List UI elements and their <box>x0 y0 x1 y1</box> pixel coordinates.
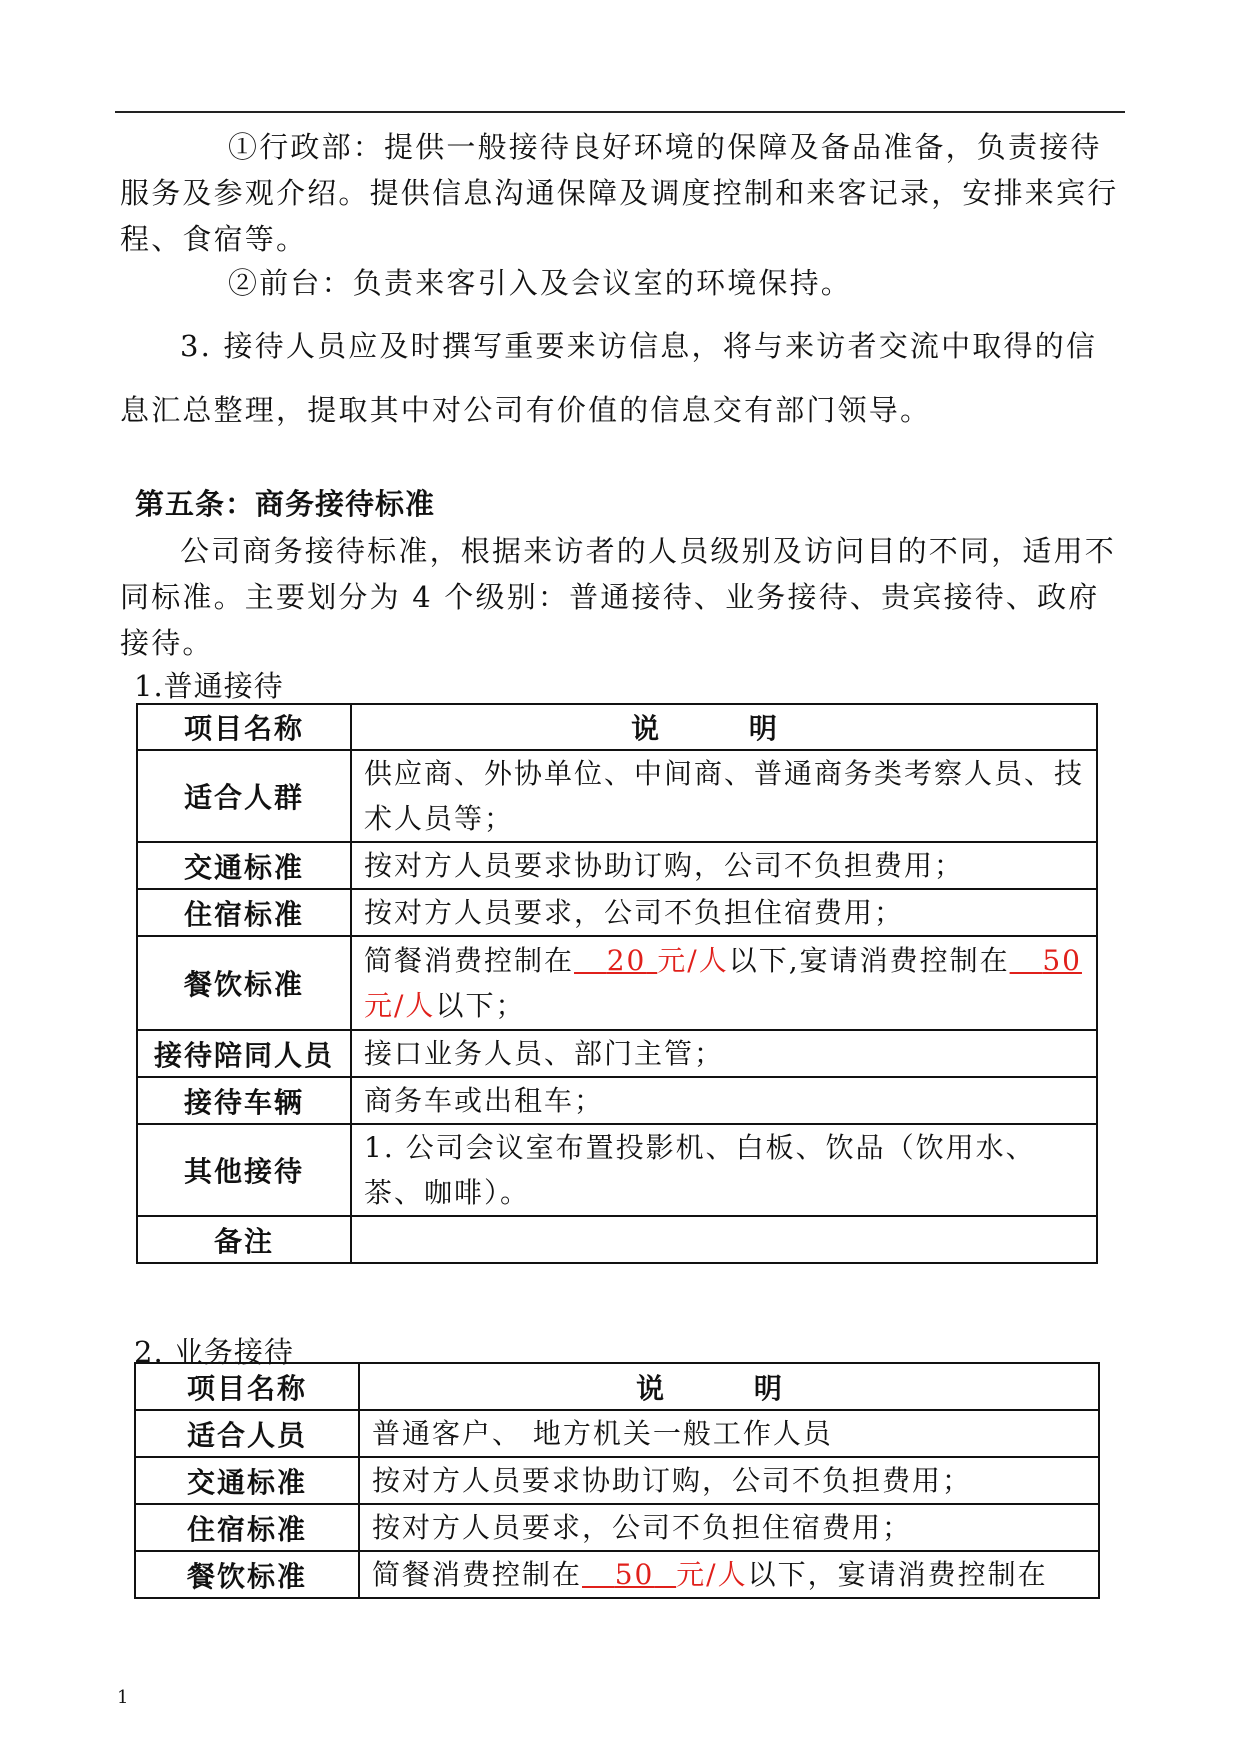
row-value: 按对方人员要求，公司不负担住宿费用； <box>359 1504 1099 1551</box>
row-value: 按对方人员要求协助订购，公司不负担费用； <box>359 1457 1099 1504</box>
meal-unit-banquet: 元/人 <box>364 989 436 1022</box>
table-row <box>137 842 1097 889</box>
section-heading: 第五条：商务接待标准 <box>135 487 436 521</box>
meal-text-pre: 简餐消费控制在 <box>364 944 575 977</box>
meal-text-post: 以下； <box>435 989 526 1022</box>
row-value: 1. 公司会议室布置投影机、白板、饮品（饮用水、茶、咖啡）。 <box>351 1124 1097 1216</box>
meal-unit-simple: 元/人 <box>676 1558 748 1591</box>
row-key: 住宿标准 <box>137 889 351 936</box>
page-number: 1 <box>117 1687 129 1708</box>
header-value-cell: 说 明 <box>351 704 1097 750</box>
row-value: 按对方人员要求协助订购，公司不负担费用； <box>351 842 1097 889</box>
table-row <box>137 889 1097 936</box>
row-key: 适合人员 <box>135 1410 359 1457</box>
header-key-cell: 项目名称 <box>137 704 351 750</box>
header-value-cell: 说 明 <box>359 1363 1099 1410</box>
meal-text-mid: 以下，宴请消费控制在 <box>747 1558 1048 1591</box>
table-row <box>135 1410 1099 1457</box>
row-value: 接口业务人员、部门主管； <box>351 1030 1097 1077</box>
standard-reception-table <box>136 703 1098 1264</box>
duty-reception-paragraph: ②前台：负责来客引入及会议室的环境保持。 <box>228 266 853 300</box>
row-key: 住宿标准 <box>135 1504 359 1551</box>
row-value <box>351 1216 1097 1263</box>
row-key: 其他接待 <box>137 1124 351 1216</box>
row-key: 备注 <box>137 1216 351 1263</box>
info-report-paragraph: 3. 接待人员应及时撰写重要来访信息，将与来访者交流中取得的信息汇总整理，提取其中对公司有价值的信息交有部门领导。 <box>120 329 1098 427</box>
row-key: 适合人群 <box>137 750 351 842</box>
row-key: 交通标准 <box>135 1457 359 1504</box>
table-row <box>137 750 1097 842</box>
header-rule <box>115 111 1125 113</box>
row-key: 餐饮标准 <box>137 936 351 1030</box>
row-value: 按对方人员要求，公司不负担住宿费用； <box>351 889 1097 936</box>
duty-admin-paragraph: ①行政部：提供一般接待良好环境的保障及备品准备，负责接待服务及参观介绍。提供信息沟通保障及调度控制和来客记录，安排来宾行程、食宿等。 <box>120 130 1119 256</box>
row-value: 商务车或出租车； <box>351 1077 1097 1124</box>
table-header-row <box>137 704 1097 750</box>
meal-amount-simple: 20 <box>606 944 647 977</box>
table2-title: 2. 业务接待 <box>134 1335 294 1369</box>
table1-title: 1.普通接待 <box>134 669 284 703</box>
row-value <box>351 936 1097 1030</box>
row-value: 供应商、外协单位、中间商、普通商务类考察人员、技术人员等； <box>351 750 1097 842</box>
table-header-row <box>135 1363 1099 1410</box>
meal-text-pre: 简餐消费控制在 <box>372 1558 583 1591</box>
row-key: 接待陪同人员 <box>137 1030 351 1077</box>
table-row <box>137 1216 1097 1263</box>
table-row <box>135 1504 1099 1551</box>
header-key-cell: 项目名称 <box>135 1363 359 1410</box>
table-row <box>135 1457 1099 1504</box>
table-row <box>137 1124 1097 1216</box>
row-value: 普通客户、 地方机关一般工作人员 <box>359 1410 1099 1457</box>
meal-amount-banquet: 50 <box>1042 944 1082 977</box>
meal-unit-simple: 元/人 <box>657 944 729 977</box>
row-key: 交通标准 <box>137 842 351 889</box>
row-key: 接待车辆 <box>137 1077 351 1124</box>
meal-text-mid: 以下,宴请消费控制在 <box>728 944 1010 977</box>
table-row <box>137 1030 1097 1077</box>
table-row <box>135 1551 1099 1598</box>
row-value <box>359 1551 1099 1598</box>
meal-amount-simple: 50 <box>614 1558 655 1591</box>
table-row <box>137 1077 1097 1124</box>
business-reception-table <box>134 1362 1100 1599</box>
section-body: 公司商务接待标准，根据来访者的人员级别及访问目的不同，适用不同标准。主要划分为 4 个级别：普通接待、业务接待、贵宾接待、政府接待。 <box>120 534 1117 660</box>
row-key: 餐饮标准 <box>135 1551 359 1598</box>
table-row <box>137 936 1097 1030</box>
